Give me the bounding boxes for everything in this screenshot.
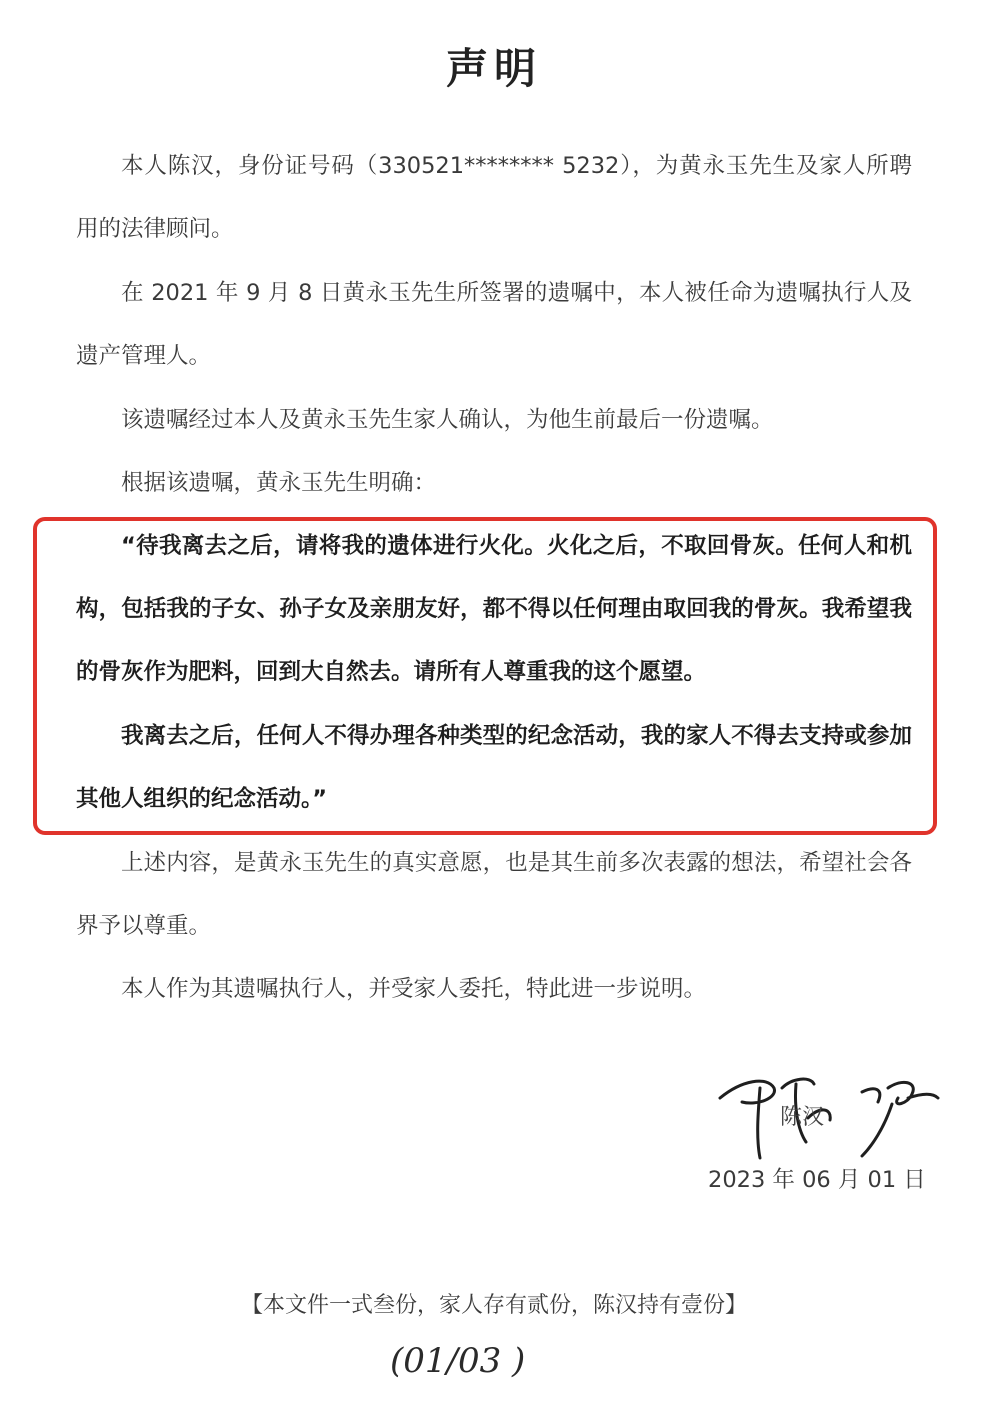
document-date: 2023 年 06 月 01 日 [708, 1167, 926, 1193]
paragraph-will-confirmation: 该遗嘱经过本人及黄永玉先生家人确认，为他生前最后一份遗嘱。 [121, 407, 774, 433]
quote-paragraph-memorial: 我离去之后，任何人不得办理各种类型的纪念活动，我的家人不得去支持或参加其他人组织的纪念活动。” [76, 723, 912, 812]
signature-printed-name: 陈汉 [780, 1105, 825, 1130]
document-title: 声明 [445, 44, 542, 93]
paragraph-identity: 本人陈汉，身份证号码（330521******** 5232），为黄永玉先生及家人所聘用的法律顾问。 [76, 153, 912, 242]
paragraph-respect-wishes: 上述内容，是黄永玉先生的真实意愿，也是其生前多次表露的想法，希望社会各界予以尊重。 [76, 850, 912, 939]
quote-paragraph-cremation: “待我离去之后，请将我的遗体进行火化。火化之后，不取回骨灰。任何人和机构，包括我的子女、孙子女及亲朋友好，都不得以任何理由取回我的骨灰。我希望我的骨灰作为肥料，回到大自然去。请所有人尊重我的这个愿望。 [76, 533, 912, 685]
handwritten-copy-number-text: (01/03 ) [390, 1341, 526, 1381]
handwritten-copy-number [380, 1330, 560, 1390]
handwritten-signature [712, 1058, 942, 1168]
copies-footer-note: 【本文件一式叁份，家人存有贰份，陈汉持有壹份】 [240, 1293, 747, 1318]
paragraph-executor-statement: 本人作为其遗嘱执行人，并受家人委托，特此进一步说明。 [121, 976, 707, 1002]
paragraph-will-appointment: 在 2021 年 9 月 8 日黄永玉先生所签署的遗嘱中，本人被任命为遗嘱执行人及遗产管理人。 [76, 280, 912, 369]
paragraph-will-intro: 根据该遗嘱，黄永玉先生明确： [121, 470, 437, 496]
